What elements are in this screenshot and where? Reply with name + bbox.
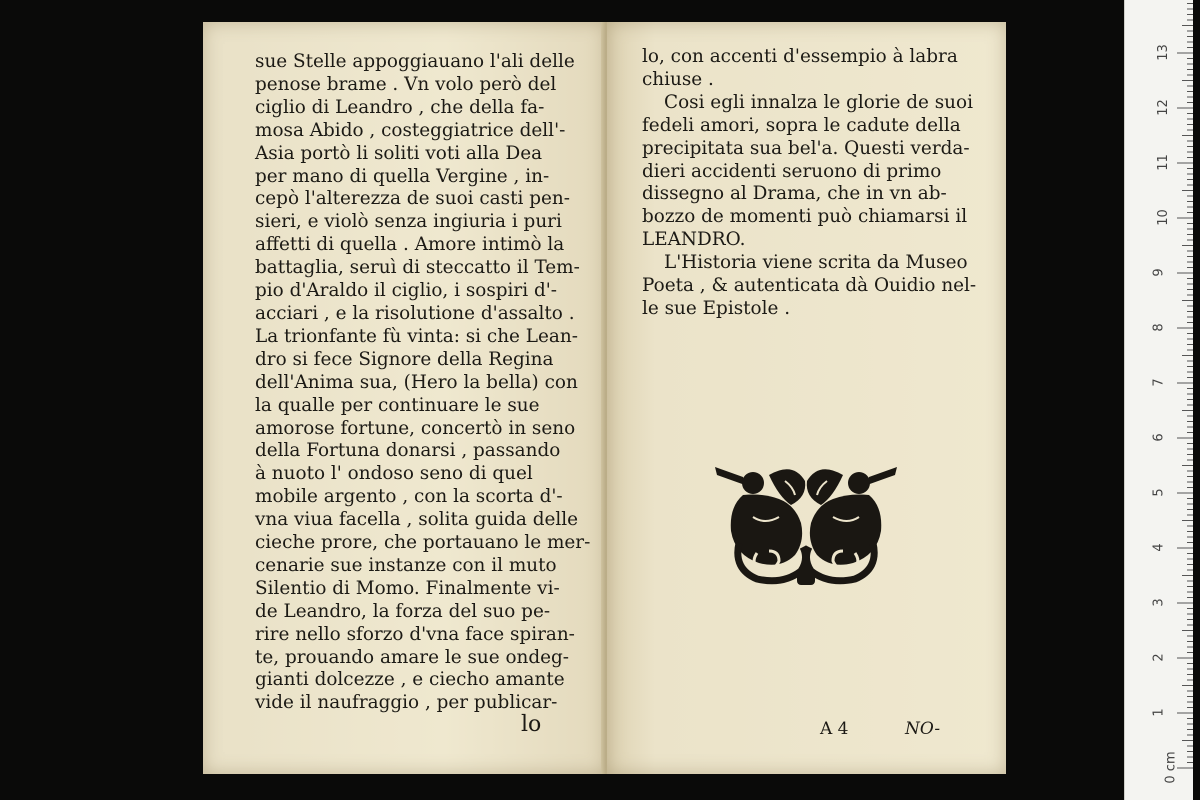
text-line: La trionfante fù vinta: si che Lean- bbox=[255, 325, 578, 347]
text-line: LEANDRO. bbox=[642, 229, 746, 251]
text-line: Asia portò li soliti voti alla Dea bbox=[255, 142, 543, 164]
text-line: acciari , e la risolutione d'assalto . bbox=[255, 302, 575, 324]
text-line: dieri accidenti seruono di primo bbox=[642, 160, 942, 182]
left-page bbox=[203, 22, 606, 774]
text-line: penose brame . Vn volo però del bbox=[255, 73, 557, 95]
text-line: per mano di quella Vergine , in- bbox=[255, 165, 550, 187]
right-page bbox=[607, 22, 1006, 774]
text-line: fedeli amori, sopra le cadute della bbox=[642, 114, 961, 136]
text-line: mobile argento , con la scorta d'- bbox=[255, 486, 563, 508]
text-line: della Fortuna donarsi , passando bbox=[255, 440, 561, 462]
left-page-text bbox=[255, 51, 590, 715]
text-line: vna viua facella , solita guida delle bbox=[255, 509, 579, 531]
ruler-number: 11 bbox=[1155, 154, 1171, 171]
text-line: chiuse . bbox=[642, 68, 714, 90]
ruler-number: 13 bbox=[1155, 44, 1171, 61]
text-line: dro si fece Signore della Regina bbox=[255, 348, 554, 370]
text-line: vide il naufraggio , per publicar- bbox=[255, 692, 558, 714]
text-line: affetti di quella . Amore intimò la bbox=[255, 234, 565, 256]
text-line: rire nello sforzo d'vna face spiran- bbox=[255, 623, 575, 645]
text-line: precipitata sua bel'a. Questi verda- bbox=[642, 137, 970, 159]
text-line: ciglio di Leandro , che della fa- bbox=[255, 96, 545, 118]
measurement-ruler bbox=[1124, 0, 1193, 800]
signature-mark: A 4 bbox=[820, 719, 849, 739]
ruler-number: 10 bbox=[1155, 209, 1171, 226]
text-line: dell'Anima sua, (Hero la bella) con bbox=[255, 371, 578, 393]
text-line: sue Stelle appoggiauano l'ali delle bbox=[255, 51, 575, 72]
catchword: NO- bbox=[905, 719, 941, 739]
catchword: lo bbox=[521, 712, 542, 737]
text-line: sieri, e violò senza ingiuria i puri bbox=[255, 211, 562, 233]
text-line: Silentio di Momo. Finalmente vi- bbox=[255, 577, 560, 599]
ruler-number: 7 bbox=[1151, 378, 1167, 387]
text-line: lo, con accenti d'essempio à labra bbox=[642, 46, 958, 67]
text-line: mosa Abido , costeggiatrice dell'- bbox=[255, 119, 566, 141]
ruler-number: 6 bbox=[1151, 433, 1167, 442]
text-line: le sue Epistole . bbox=[642, 297, 791, 319]
text-line: L'Historia viene scrita da Museo bbox=[664, 252, 968, 274]
text-line: Cosi egli innalza le glorie de suoi bbox=[664, 91, 973, 113]
text-line: dissegno al Drama, che in vn ab- bbox=[642, 183, 947, 205]
text-line: pio d'Araldo il ciglio, i sospiri d'- bbox=[255, 280, 557, 302]
text-line: bozzo de momenti può chiamarsi il bbox=[642, 206, 968, 228]
text-line: cieche prore, che portauano le mer- bbox=[255, 532, 591, 554]
ruler-number: 4 bbox=[1151, 543, 1167, 552]
text-line: à nuoto l' ondoso seno di quel bbox=[255, 463, 533, 485]
text-line: de Leandro, la forza del suo pe- bbox=[255, 600, 551, 622]
text-line: cepò l'alterezza de suoi casti pen- bbox=[255, 188, 570, 210]
ruler-number: 2 bbox=[1151, 653, 1167, 662]
right-page-text bbox=[642, 46, 976, 321]
text-line: cenarie sue instanze con il muto bbox=[255, 554, 557, 576]
winged-putti-ornament-icon bbox=[709, 447, 903, 587]
text-line: battaglia, seruì di steccatto il Tem- bbox=[255, 257, 580, 279]
ruler-number: 8 bbox=[1151, 323, 1167, 332]
ruler-number: 5 bbox=[1151, 488, 1167, 497]
text-line: amorose fortune, concertò in seno bbox=[255, 417, 576, 439]
ruler-number: 3 bbox=[1151, 598, 1167, 607]
text-line: te, prouando amare le sue ondeg- bbox=[255, 646, 570, 668]
ruler-number: 1 bbox=[1151, 708, 1167, 717]
text-line: la qualle per continuare le sue bbox=[255, 394, 540, 416]
ruler-number: 12 bbox=[1155, 99, 1171, 116]
text-line: gianti dolcezze , e ciecho amante bbox=[255, 669, 565, 691]
text-line: Poeta , & autenticata dà Ouidio nel- bbox=[642, 275, 977, 297]
ruler-number: 0 cm bbox=[1163, 751, 1179, 784]
ruler-number: 9 bbox=[1151, 268, 1167, 277]
ruler-ticks bbox=[1125, 0, 1193, 800]
